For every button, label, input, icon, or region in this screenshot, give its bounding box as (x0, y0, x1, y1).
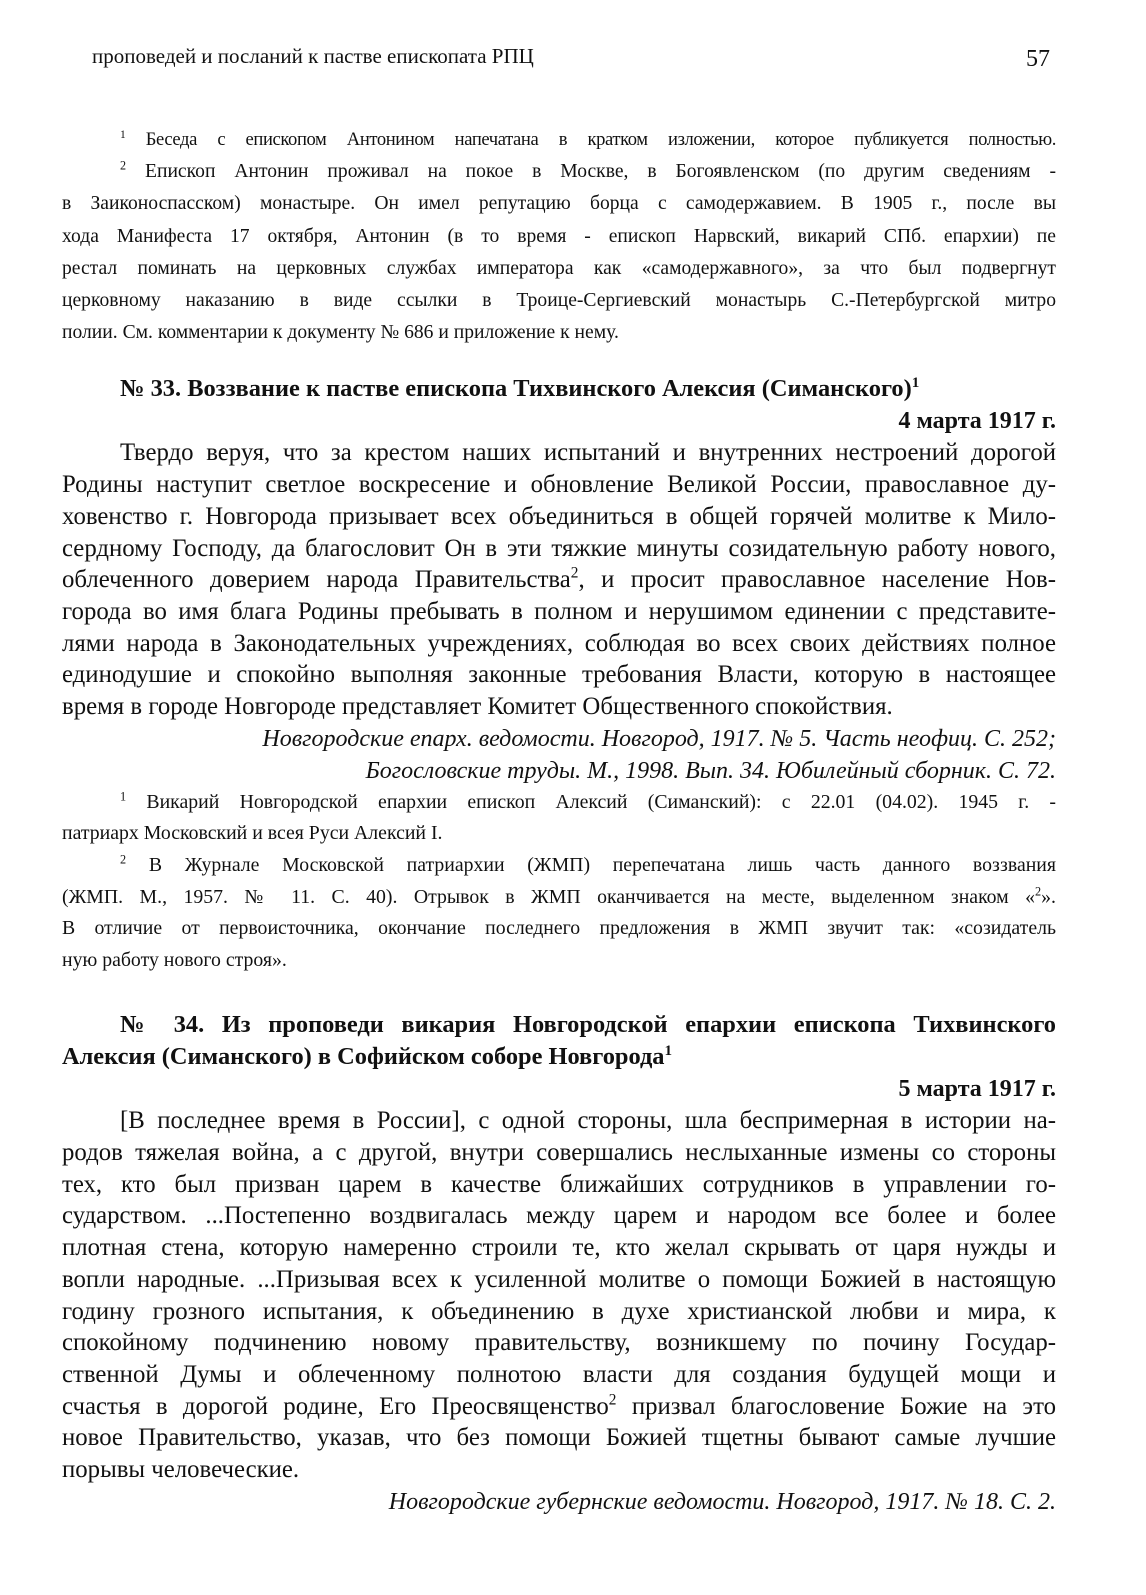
doc33-source-1: Новгородские епарх. ведомости. Новгород, 1917. № 5. Часть неофиц. С. 252; (262, 725, 1056, 752)
running-header: проповедей и посланий к пастве епископата РПЦ (92, 44, 534, 68)
footnote-line: $^1$ Беседа с епископом Антонином напечатана в кратком изложении, которое публикуется полностью. (120, 128, 1056, 150)
text-line: города во имя блага Родины пребывать в полном и нерушимом единении с представите- (62, 597, 1056, 625)
doc33-source-2: Богословские труды. М., 1998. Вып. 34. Юбилейный сборник. С. 72. (365, 757, 1056, 784)
footnote-line: $^1$ Викарий Новгородской епархии епископ Алексий (Симанский): с 22.01 (04.02). 1945 г. - (120, 789, 1056, 813)
doc34-body (62, 1105, 1056, 1485)
footnote-mark: 2 (120, 158, 127, 173)
footnote-line: $^2$ В Журнале Московской патриархии (ЖМП) перепечатана лишь часть данного воззвания (120, 852, 1056, 876)
text-line: новое Правительство, указав, что без помощи Божией тщетны бывают самые лучшие (62, 1424, 1056, 1452)
footnote-line: хода Манифеста 17 октября, Антонин (в то время - епископ Нарвский, викарий СПб. епархии) пе (62, 225, 1056, 247)
footnote-line: $^2$ Епископ Антонин проживал на покое в Москве, в Богоявленском (по другим сведениям - (120, 158, 1056, 183)
text-line: Родины наступит светлое воскресение и обновление Великой России, православное ду- (62, 471, 1056, 499)
text-line: ственной Думы и облеченному полнотою власти для создания будущей мощи и (62, 1360, 1056, 1388)
footnote-line: рестал поминать на церковных службах императора как «самодержавного», за что был подвергнут (62, 257, 1056, 279)
footnote-mark: 1 (664, 1043, 673, 1060)
page-number: 57 (1026, 46, 1050, 72)
text-line: вопли народные. ...Призывая всех к усиленной молитве о помощи Божией в настоящую (62, 1265, 1056, 1293)
doc33-footnote-2 (62, 850, 1056, 976)
text-line: плотная стена, которую намеренно строили те, кто желал скрывать от царя нужды и (62, 1234, 1056, 1262)
doc33-date: 4 марта 1917 г. (898, 408, 1056, 435)
footnote-line: ную работу нового строя». (62, 948, 287, 971)
footnote-line: церковному наказанию в виде ссылки в Троице-Сергиевский монастырь С.-Петербургской митро (62, 290, 1056, 312)
text-line: Твердо веруя, что за крестом наших испытаний и внутренних нестроений дорогой (120, 439, 1056, 467)
footnote-line: патриарх Московский и всея Руси Алексий I. (62, 822, 443, 845)
footnote-mark: 1 (120, 128, 126, 141)
text-line: родов тяжелая война, а с другой, внутри совершались неслыханные измены со стороны (62, 1139, 1056, 1167)
doc33-title: № 33. Воззвание к пастве епископа Тихвинского Алексия (Симанского)$^1$ (120, 375, 920, 403)
footnote-mark: 2 (570, 564, 579, 582)
doc33-body (62, 437, 1056, 722)
doc34-title-line-2: Алексия (Симанского) в Софийском соборе Новгорода$^1$ (62, 1043, 673, 1071)
spacer (62, 349, 1056, 373)
doc34-date: 5 марта 1917 г. (898, 1076, 1056, 1103)
footnote-line: (ЖМП. М., 1957. № 11. С. 40). Отрывок в ЖМП оканчивается на месте, выделенном знаком «$^2$». (62, 883, 1056, 908)
text-line: единодушие и спокойно выполняя законные требования Власти, которую в настоящее (62, 661, 1056, 689)
text-line: годину грозного испытания, к объединению в духе христианской любви и мира, к (62, 1297, 1056, 1325)
text-line: тех, кто был призван царем в качестве ближайших сотрудников в управлении го- (62, 1170, 1056, 1198)
footnote-line: полии. См. комментарии к документу № 686 и приложение к нему. (62, 322, 619, 344)
footnote-line: в Заиконоспасском) монастыре. Он имел репутацию борца с самодержавием. В 1905 г., после вы (62, 193, 1056, 215)
text-line: порывы человеческие. (62, 1456, 300, 1484)
footnote-mark: 1 (911, 375, 920, 392)
text-line: [В последнее время в России], с одной стороны, шла беспримерная в истории на- (120, 1107, 1056, 1135)
text-line: сердному Господу, да благословит Он в эти тяжкие минуты созидательную работу нового, (62, 534, 1056, 562)
top-footnote-2 (62, 156, 1056, 349)
text-line: облеченного доверием народа Правительства$^2$, и просит православное население Нов- (62, 564, 1056, 594)
page-content (62, 124, 1056, 1518)
spacer (62, 976, 1056, 1009)
text-line: лями народа в Законодательных учреждениях, соблюдая во всех своих действиях полное (62, 629, 1056, 657)
footnote-mark: 2 (120, 852, 127, 867)
footnote-mark: 1 (120, 789, 127, 804)
doc33-footnote-1 (62, 787, 1056, 850)
text-line: счастья в дорогой родине, Его Преосвященство$^2$ призвал благословение Божие на это (62, 1391, 1056, 1420)
text-line: время в городе Новгороде представляет Комитет Общественного спокойствия. (62, 693, 893, 721)
footnote-line: В отличие от первоисточника, окончание последнего предложения в ЖМП звучит так: «созидатель (62, 917, 1056, 940)
doc34-title-line-1: № 34. Из проповеди викария Новгородской епархии епископа Тихвинского (120, 1011, 1056, 1039)
text-line: ховенство г. Новгорода призывает всех объединиться в общей горячей молитве к Мило- (62, 502, 1056, 530)
top-footnote-1 (62, 124, 1056, 156)
footnote-mark: 2 (608, 1391, 617, 1409)
text-line: спокойному подчинению новому правительству, возникшему по почину Государ- (62, 1329, 1056, 1357)
footnote-mark: 2 (1035, 883, 1042, 898)
doc34-source: Новгородские губернские ведомости. Новгород, 1917. № 18. С. 2. (388, 1488, 1056, 1515)
text-line: сударством. ...Постепенно воздвигалась между царем и народом все более и более (62, 1202, 1056, 1230)
